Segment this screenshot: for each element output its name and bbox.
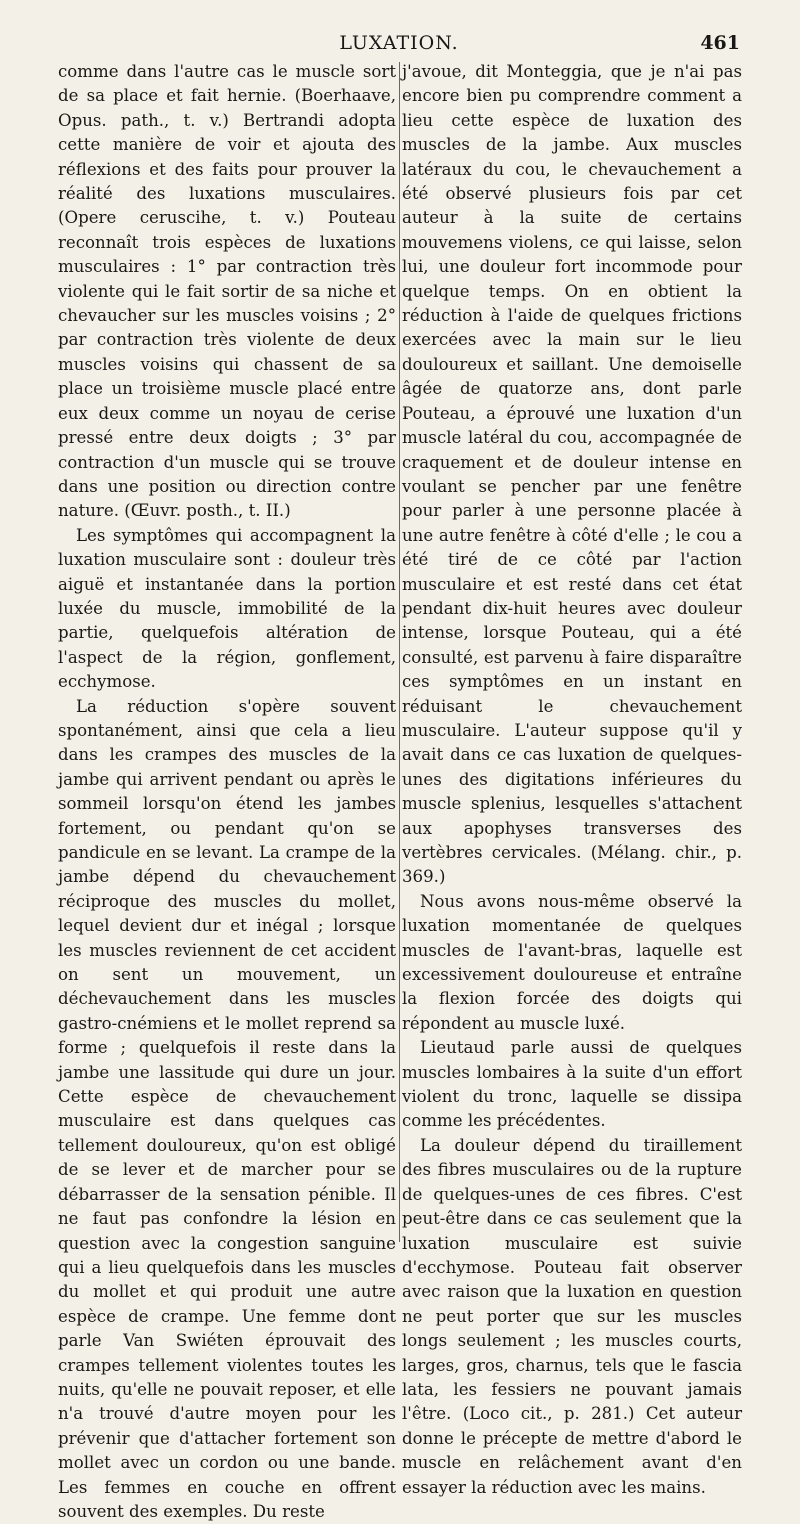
left-column — [58, 60, 396, 1521]
paragraph: La douleur dépend du tiraillement des fibres musculaires ou de la rupture de quelques-unes de ces fibres. C'est peut-être dans ce cas seulement que la luxation musculaire est suivie d'ecchymose. Pouteau fait observer avec raison que la luxation en question ne peut porter que sur les muscles longs seulement ; les muscles courts, larges, gros, charnus, tels que le fascia lata, les fessiers ne pouvant jamais l'être. (Loco cit., p. 281.) Cet auteur donne le précepte de mettre d'abord le muscle en relâchement avant d'en essayer la réduction avec les mains. — [402, 1135, 742, 1497]
running-title: LUXATION. — [339, 32, 459, 54]
page-number: 461 — [700, 32, 740, 54]
page-header — [58, 30, 740, 58]
paragraph: comme dans l'autre cas le muscle sort de sa place et fait hernie. (Boerhaave, Opus. path., t. v.) Bertrandi adopta cette manière de voir et ajouta des réflexions et des faits pour prouver la réalité des luxations musculaires. (Opere ceruscihe, t. v.) Pouteau reconnaît trois espèces de luxations musculaires : 1° par contraction très violente qui le fait sortir de sa niche et chevaucher sur les muscles voisins ; 2° par contraction très violente de deux muscles voisins qui chassent de sa place un troisième muscle placé entre eux deux comme un noyau de cerise pressé entre deux doigts ; 3° par contraction d'un muscle qui se trouve dans une position ou direction contre nature. (Œuvr. posth., t. II.) — [58, 62, 396, 521]
column-divider — [399, 62, 400, 1242]
paragraph: Lieutaud parle aussi de quelques muscles lombaires à la suite d'un effort violent du tronc, laquelle se dissipa comme les précédentes. — [402, 1038, 742, 1131]
paragraph: Nous avons nous-même observé la luxation momentanée de quelques muscles de l'avant-bras, laquelle est excessivement douloureuse et entraîne la flexion forcée des doigts qui répondent au muscle luxé. — [402, 891, 742, 1033]
paragraph: j'avoue, dit Monteggia, que je n'ai pas encore bien pu comprendre comment a lieu cette espèce de luxation des muscles de la jambe. Aux muscles latéraux du cou, le chevauchement a été observé plusieurs fois par cet auteur à la suite de certains mouvemens violens, ce qui laisse, selon lui, une douleur fort incommode pour quelque temps. On en obtient la réduction à l'aide de quelques frictions exercées avec la main sur le lieu douloureux et saillant. Une demoiselle âgée de quatorze ans, dont parle Pouteau, a éprouvé une luxation d'un muscle latéral du cou, accompagnée de craquement et de douleur intense en voulant se pencher par une fenêtre pour parler à une personne placée à une autre fenêtre à côté d'elle ; le cou a été tiré de ce côté par l'action musculaire et est resté dans cet état pendant dix-huit heures avec douleur intense, lorsque Pouteau, qui a été consulté, est parvenu à faire disparaître ces symptômes en un instant en réduisant le chevauchement musculaire. L'auteur suppose qu'il y avait dans ce cas luxation de quelques-unes des digitations inférieures du muscle splenius, lesquelles s'attachent aux apophyses transverses des vertèbres cervicales. (Mélang. chir., p. 369.) — [402, 62, 742, 887]
paragraph: La réduction s'opère souvent spontanément, ainsi que cela a lieu dans les crampes des muscles de la jambe qui arrivent pendant ou après le sommeil lorsqu'on étend les jambes fortement, ou pendant qu'on se pandicule en se levant. La crampe de la jambe dépend du chevauchement réciproque des muscles du mollet, lequel devient dur et inégal ; lorsque les muscles reviennent de cet accident on sent un mouvement, un déchevauchement dans les muscles gastro-cnémiens et le mollet reprend sa forme ; quelquefois il reste dans la jambe une lassitude qui dure un jour. Cette espèce de chevauchement musculaire est dans quelques cas tellement douloureux, qu'on est obligé de se lever et de marcher pour se débarrasser de la sensation pénible. Il ne faut pas confondre la lésion en question avec la congestion sanguine qui a lieu quelquefois dans les muscles du mollet et qui produit une autre espèce de crampe. Une femme dont parle Van Swiéten éprouvait des crampes tellement violentes toutes les nuits, qu'elle ne pouvait reposer, et elle n'a trouvé d'autre moyen pour les prévenir que d'attacher fortement son mollet avec un cordon ou une bande. Les femmes en couche en offrent souvent des exemples. Du reste — [58, 696, 396, 1521]
right-column — [402, 60, 742, 1497]
paragraph: Les symptômes qui accompagnent la luxation musculaire sont : douleur très aiguë et instantanée dans la portion luxée du muscle, immobilité de la partie, quelquefois altération de l'aspect de la région, gonflement, ecchymose. — [58, 525, 396, 692]
